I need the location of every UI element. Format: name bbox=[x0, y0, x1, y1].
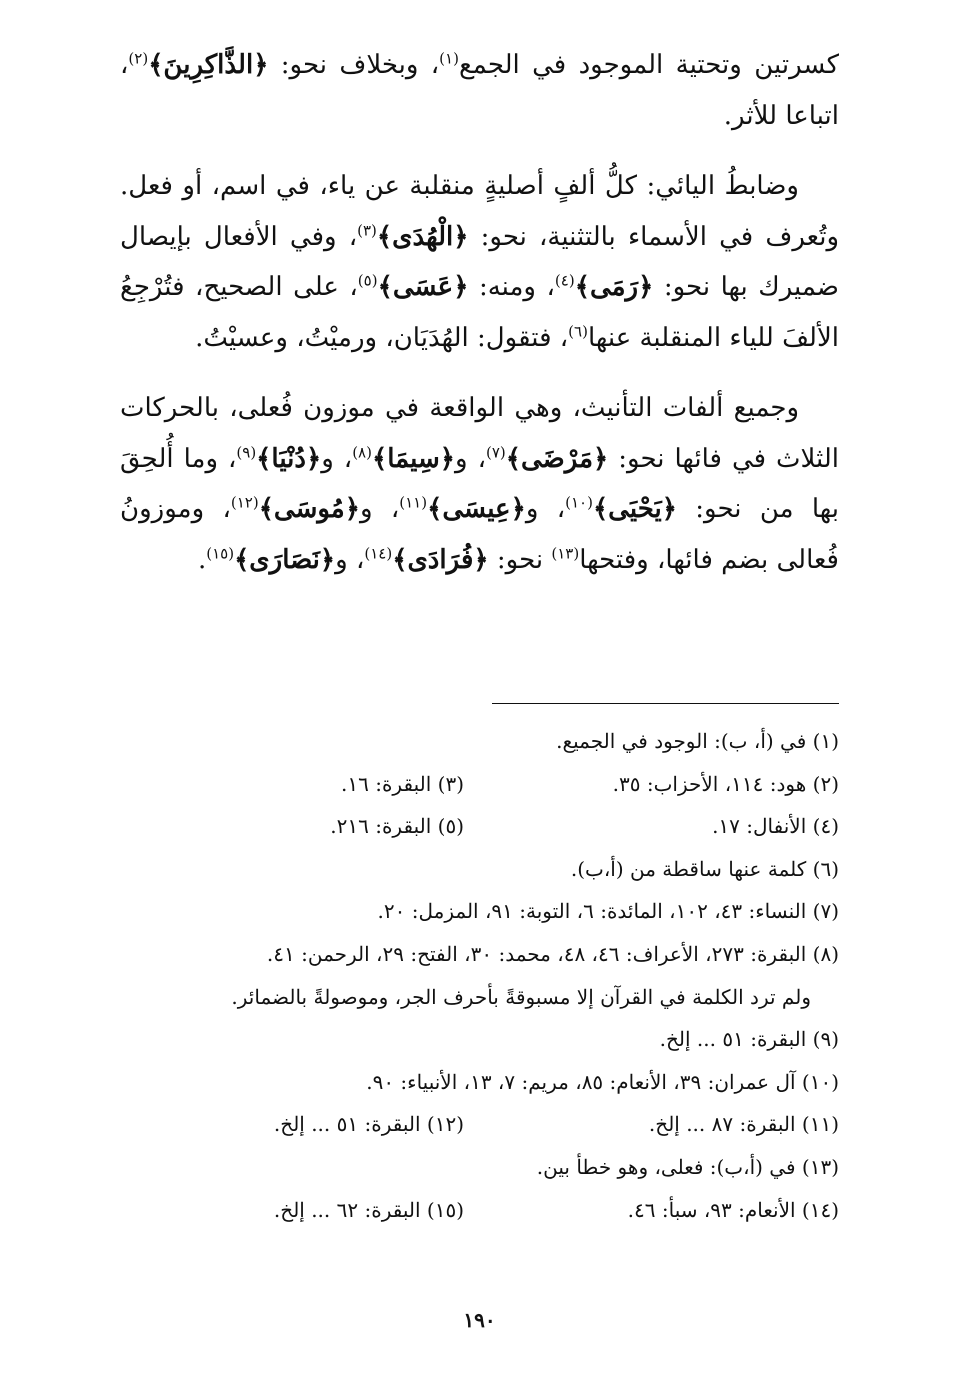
paragraph-2 bbox=[120, 161, 839, 363]
footnote-ref: (٩) bbox=[236, 442, 257, 461]
footnote-7: (٧) النساء: ٤٣، ١٠٢، المائدة: ٦، التوبة: ٩١، المزمل: ٢٠. bbox=[377, 899, 839, 924]
text-run: ، و bbox=[455, 443, 486, 474]
text-run: ، و bbox=[321, 443, 353, 474]
footnote-9: (٩) البقرة: ٥١ ... إلخ. bbox=[659, 1027, 839, 1052]
text-run: ، و bbox=[335, 544, 365, 575]
footnote-13: (١٣) في (أ،ب): فعلى، وهو خطأ بين. bbox=[536, 1154, 839, 1179]
footnote-ref: (١٤) bbox=[364, 543, 393, 562]
main-text bbox=[120, 40, 839, 585]
text-run: ، و bbox=[525, 494, 566, 524]
footnote-row-2-3 bbox=[120, 763, 839, 806]
footnote-ref: (٦) bbox=[568, 321, 588, 340]
footnote-ref: (١١) bbox=[399, 493, 428, 512]
footnote-row-4-5 bbox=[120, 805, 839, 848]
text-run: ، اتباعا للأثر. bbox=[120, 50, 839, 131]
quran-quote: ﴿الذَّاكِرِينَ﴾ bbox=[148, 50, 269, 80]
text-run: ، و bbox=[359, 494, 400, 524]
quran-quote: ﴿الْهُدَى﴾ bbox=[376, 221, 469, 252]
footnote-ref: (٢) bbox=[128, 49, 149, 68]
text-run: ، وبخلاف نحو: bbox=[268, 50, 440, 80]
footnote-row-11-12 bbox=[120, 1103, 839, 1146]
text-run: ، ومنه: bbox=[468, 272, 555, 302]
paragraph-1 bbox=[120, 40, 839, 141]
quran-quote: ﴿سِيمَا﴾ bbox=[371, 443, 456, 474]
footnote-row-14-15 bbox=[120, 1189, 839, 1232]
footnote-1: (١) في (أ، ب): الوجود في الجميع. bbox=[556, 729, 839, 753]
text-run: ، وموزونُ فُعالى بضم فائها، وفتحها bbox=[120, 494, 839, 575]
footnote-ref: (١) bbox=[439, 49, 459, 68]
footnote-ref: (٨) bbox=[352, 442, 372, 461]
quran-quote: ﴿مَرْضَى﴾ bbox=[505, 443, 609, 474]
text-run: . bbox=[197, 544, 207, 575]
text-run: وجميع ألفات التأنيث، وهي الواقعة في موزون فُعلى، بالحركات الثلاث في فائها نحو: bbox=[120, 393, 840, 474]
text-run: ، على الصحيح، فتُرْجِعُ الألفَ للياء المنقلبة عنها bbox=[120, 272, 839, 353]
footnote-10: (١٠) آل عمران: ٣٩، الأنعام: ٨٥، مريم: ٧، ١٣، الأنبياء: ٩٠. bbox=[366, 1069, 839, 1094]
quran-quote: ﴿عِيسَى﴾ bbox=[427, 494, 526, 524]
footnote-5: (٥) البقرة: ٢١٦. bbox=[330, 814, 464, 839]
text-run: ، وما أُلحِقَ بها من نحو: bbox=[120, 443, 839, 524]
footnotes bbox=[120, 720, 839, 1231]
quran-quote: ﴿مُوسَى﴾ bbox=[258, 494, 360, 524]
footnote-ref: (١٠) bbox=[565, 493, 593, 512]
footnote-8-continuation: ولم ترد الكلمة في القرآن إلا مسبوقةً بأحرف الجر، وموصولةً بالضمائر. bbox=[231, 984, 811, 1009]
text-run: نحو: bbox=[488, 544, 552, 575]
text-run: ، فتقول: الهُدَيَان، ورميْتُ، وعسيْتُ. bbox=[195, 322, 569, 353]
footnote-4: (٤) الأنفال: ١٧. bbox=[712, 814, 839, 839]
book-page bbox=[120, 40, 839, 1382]
footnote-ref: (٤) bbox=[554, 271, 575, 290]
text-run: وضابطُ اليائي: كلُّ ألفٍ أصليةٍ منقلبة عن ياء، في اسم، أو فعل. وتُعرف في الأسماء بالتثنية، نحو: bbox=[120, 171, 839, 252]
text-run: ، وفي الأفعال بإيصال ضميرك بها نحو: bbox=[120, 221, 839, 302]
quran-quote: ﴿رَمَى﴾ bbox=[574, 272, 654, 302]
paragraph-3 bbox=[120, 383, 839, 585]
quran-quote: ﴿عَسَى﴾ bbox=[377, 272, 469, 302]
page-number: ١٩٠ bbox=[463, 1308, 496, 1332]
footnote-14: (١٤) الأنعام: ٩٣، سبأ: ٤٦. bbox=[627, 1197, 839, 1222]
footnote-3: (٣) البقرة: ١٦. bbox=[341, 771, 464, 796]
footnote-ref: (٧) bbox=[485, 442, 506, 461]
footnote-ref: (١٢) bbox=[230, 493, 259, 512]
footnote-separator bbox=[492, 703, 839, 704]
footnote-ref: (١٣) bbox=[551, 543, 580, 562]
text-run: كسرتين وتحتية الموجود في الجمع bbox=[458, 50, 839, 80]
quran-quote: ﴿دُنْيَا﴾ bbox=[256, 443, 322, 474]
footnote-12: (١٢) البقرة: ٥١ ... إلخ. bbox=[273, 1112, 464, 1137]
footnote-2: (٢) هود: ١١٤، الأحزاب: ٣٥. bbox=[612, 771, 839, 796]
footnote-11: (١١) البقرة: ٨٧ ... إلخ. bbox=[648, 1112, 839, 1137]
footnote-ref: (١٥) bbox=[206, 543, 235, 562]
footnote-8: (٨) البقرة: ٢٧٣، الأعراف: ٤٦، ٤٨، محمد: ٣٠، الفتح: ٢٩، الرحمن: ٤١. bbox=[266, 941, 839, 966]
footnote-15: (١٥) البقرة: ٦٢ ... إلخ. bbox=[273, 1197, 464, 1222]
quran-quote: ﴿يَحْيَى﴾ bbox=[592, 494, 677, 524]
footnote-6: (٦) كلمة عنها ساقطة من (أ،ب). bbox=[570, 856, 839, 881]
quran-quote: ﴿نَصَارَى﴾ bbox=[234, 544, 336, 575]
quran-quote: ﴿فُرَادَى﴾ bbox=[392, 544, 489, 575]
footnote-ref: (٥) bbox=[357, 271, 378, 290]
footnote-ref: (٣) bbox=[357, 220, 377, 239]
